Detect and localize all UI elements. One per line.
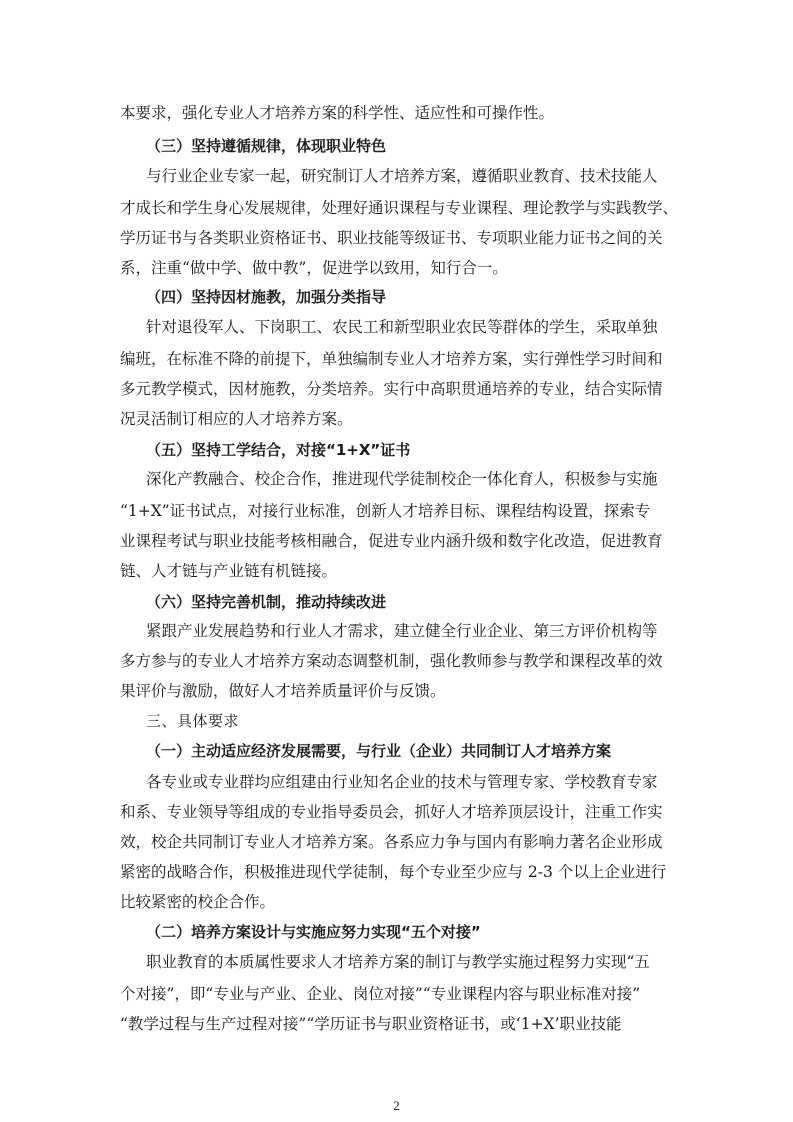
paragraph-line: 紧跟产业发展趋势和行业人才需求，建立健全行业企业、第三方评价机构等 (146, 622, 658, 640)
paragraph-line: 果评价与激励，做好人才培养质量评价与反馈。 (120, 682, 446, 700)
paragraph-line: 才成长和学生身心发展规律，处理好通识课程与专业课程、理论教学与实践教学、 (120, 199, 679, 217)
page-number: 2 (393, 1098, 400, 1113)
paragraph-line: 链、人才链与产业链有机链接。 (120, 562, 338, 580)
paragraph-line: 多元教学模式，因材施教，分类培养。实行中高职贯通培养的专业，结合实际情 (120, 380, 663, 398)
paragraph-line: 个对接”，即“专业与产业、企业、岗位对接”“专业课程内容与职业标准对接” (120, 985, 641, 1003)
paragraph-line: 各专业或专业群均应组建由行业知名企业的技术与管理专家、学校教育专家 (146, 773, 658, 791)
paragraph-line: 深化产教融合、校企合作，推进现代学徒制校企一体化育人，积极参与实施 (146, 470, 658, 488)
paragraph-line: “教学过程与生产过程对接”“学历证书与职业资格证书，或‘1+X’职业技能 (120, 1015, 622, 1033)
section-heading: （六）坚持完善机制，推动持续改进 (146, 593, 387, 611)
paragraph-line: 编班，在标准不降的前提下，单独编制专业人才培养方案，实行弹性学习时间和 (120, 350, 663, 368)
section-heading: 三、具体要求 (146, 712, 240, 730)
paragraph-line: 学历证书与各类职业资格证书、职业技能等级证书、专项职业能力证书之间的关 (120, 229, 663, 247)
paragraph-line: 和系、专业领导等组成的专业指导委员会，抓好人才培养顶层设计，注重工作实 (120, 803, 663, 821)
section-heading: （四）坚持因材施教，加强分类指导 (146, 288, 387, 306)
paragraph-line: 与行业企业专家一起，研究制订人才培养方案，遵循职业教育、技术技能人 (146, 167, 658, 185)
paragraph-line: 职业教育的本质属性要求人才培养方案的制订与教学实施过程努力实现“五 (146, 953, 650, 971)
section-heading: （二）培养方案设计与实施应努力实现“五个对接” (146, 923, 481, 941)
paragraph-line: 效，校企共同制订专业人才培养方案。各系应力争与国内有影响力著名企业形成 (120, 833, 663, 851)
paragraph-line: 本要求，强化专业人才培养方案的科学性、适应性和可操作性。 (120, 104, 555, 122)
paragraph-line: “1+X”证书试点，对接行业标准，创新人才培养目标、课程结构设置，探索专 (120, 502, 651, 520)
section-heading: （五）坚持工学结合，对接“1+X”证书 (146, 441, 411, 459)
paragraph-line: 多方参与的专业人才培养方案动态调整机制，强化教师参与教学和课程改革的效 (120, 652, 663, 670)
paragraph-line: 业课程考试与职业技能考核相融合，促进专业内涵升级和数字化改造，促进教育 (120, 532, 663, 550)
paragraph-line: 况灵活制订相应的人才培养方案。 (120, 410, 353, 428)
paragraph-line: 系，注重“做中学、做中教”，促进学以致用，知行合一。 (120, 259, 508, 277)
section-heading: （一）主动适应经济发展需要，与行业（企业）共同制订人才培养方案 (146, 742, 612, 760)
section-heading: （三）坚持遵循规律，体现职业特色 (146, 137, 387, 155)
paragraph-line: 针对退役军人、下岗职工、农民工和新型职业农民等群体的学生，采取单独 (146, 318, 658, 336)
paragraph-line: 比较紧密的校企合作。 (120, 893, 276, 911)
paragraph-line: 紧密的战略合作，积极推进现代学徒制，每个专业至少应与 2-3 个以上企业进行 (120, 863, 667, 881)
